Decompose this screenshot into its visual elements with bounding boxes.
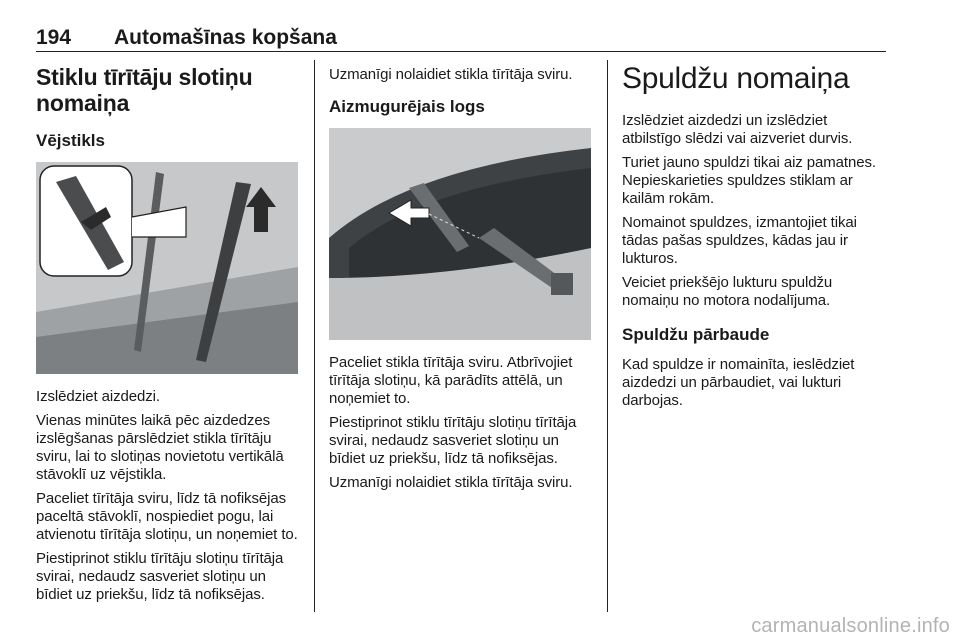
paragraph: Vienas minūtes laikā pēc aizdedzes izslēgšanas pārslēdziet stikla tīrītāju sviru, lai to slotiņas novietotu vertikālā stāvoklī uz vējstikla. [36,412,284,483]
page-number: 194 [36,26,72,49]
subheading-rear-window: Aizmugurējais logs [329,97,485,116]
paragraph: Paceliet stikla tīrītāja sviru. Atbrīvojiet tīrītāja slotiņu, kā parādīts attēlā, un noņemiet to. [329,354,573,407]
chapter-title: Automašīnas kopšana [114,26,337,49]
page-header [36,26,886,52]
paragraph: Uzmanīgi nolaidiet stikla tīrītāja sviru. [329,474,573,491]
subheading-windscreen: Vējstikls [36,131,105,150]
section-heading-bulb-replacement: Spuldžu nomaiņa [622,62,850,95]
column-left [36,60,298,610]
paragraph: Turiet jauno spuldzi tikai aiz pamatnes. Nepieskarieties spuldzes stiklam ar kailām rokām. [622,154,876,207]
windscreen-wiper-illustration [36,162,298,374]
paragraph: Piestiprinot stiklu tīrītāju slotiņu tīrītāja svirai, nedaudz sasveriet slotiņu un bīdiet uz priekšu, līdz tā nofiksējas. [329,414,577,467]
section-heading-wiper-blades: Stiklu tīrītāju slotiņu nomaiņa [36,64,253,116]
paragraph: Izslēdziet aizdedzi. [36,388,160,405]
paragraph: Paceliet tīrītāja sviru, līdz tā nofiksējas paceltā stāvoklī, nospiediet pogu, lai atvienotu tīrītāja slotiņu, un noņemiet to. [36,490,298,543]
paragraph: Piestiprinot stiklu tīrītāju slotiņu tīrītāja svirai, nedaudz sasveriet slotiņu un bīdiet uz priekšu, līdz tā nofiksējas. [36,550,284,603]
paragraph: Nomainot spuldzes, izmantojiet tikai tādas pašas spuldzes, kādas jau ir lukturos. [622,214,857,267]
column-divider [314,60,315,612]
paragraph: Izslēdziet aizdedzi un izslēdziet atbilstīgo slēdzi vai aizveriet durvis. [622,112,853,147]
column-right [622,60,884,416]
paragraph: Veiciet priekšējo lukturu spuldžu nomaiņu no motora nodalījuma. [622,274,833,309]
paragraph: Kad spuldze ir nomainīta, ieslēdziet aizdedzi un pārbaudiet, vai lukturi darbojas. [622,356,855,409]
paragraph: Uzmanīgi nolaidiet stikla tīrītāja sviru. [329,66,573,83]
watermark: carmanualsonline.info [751,615,950,637]
rear-wiper-illustration [329,128,591,340]
column-middle [329,60,591,498]
column-divider [607,60,608,612]
subheading-bulb-check: Spuldžu pārbaude [622,325,770,344]
